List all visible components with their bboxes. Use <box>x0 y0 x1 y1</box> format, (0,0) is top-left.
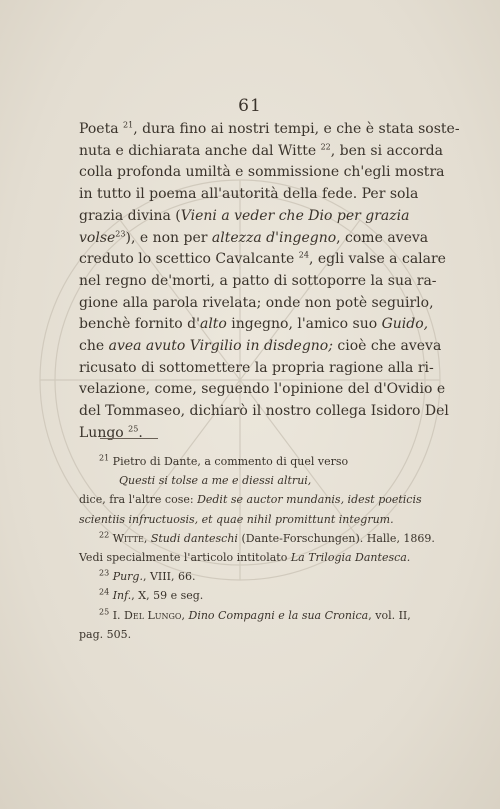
footnote-23: $^{23}$ Purg., VIII, 66. <box>99 568 196 584</box>
footnote-21-line: scientiis infructuosis, et quae nihil promittunt integrum. <box>79 512 394 526</box>
footnote-22: $^{22}$ Witte, Studi danteschi (Dante-Forschungen). Halle, 1869. <box>99 530 435 545</box>
footnote-21-quote: Questi si tolse a me e diessi altrui, <box>119 474 312 488</box>
text-line: nel regno de'morti, a patto di sottoporre la sua ra- <box>79 272 437 289</box>
page-number: 61 <box>238 96 262 116</box>
footnotes <box>79 452 435 644</box>
text-line: benchè fornito d'alto ingegno, l'amico suo Guido, <box>79 316 429 333</box>
footnote-22-line: Vedi specialmente l'articolo intitolato La Trilogia Dantesca. <box>79 551 411 565</box>
text-line: gione alla parola rivelata; onde non potè seguirlo, <box>79 294 434 311</box>
footnote-21-line: dice, fra l'altre cose: Dedit se auctor mundanis, idest poeticis <box>79 493 422 507</box>
footnote-21: $^{21}$ Pietro di Dante, a commento di quel verso <box>99 453 349 468</box>
text-line: nuta e dichiarata anche dal Witte $^{22}$, ben si accorda <box>79 142 443 159</box>
text-line: Poeta $^{21}$, dura fino ai nostri tempi, e che è stata soste- <box>79 120 460 137</box>
text-line: in tutto il poema all'autorità della fede. Per sola <box>79 186 419 203</box>
footnote-ref: 24 <box>298 250 309 260</box>
footnote-ref: 25 <box>128 424 139 434</box>
text-line: colla profonda umiltà e sommissione ch'egli mostra <box>79 164 445 181</box>
main-paragraph <box>79 119 460 445</box>
footnote-ref: 22 <box>320 142 331 152</box>
text-line: volse$^{23}$), e non per altezza d'ingegno, come aveva <box>79 228 429 246</box>
text-line: Lungo $^{25}$. <box>79 424 143 441</box>
footnote-25-line: pag. 505. <box>79 627 132 641</box>
text-line: creduto lo scettico Cavalcante $^{24}$, egli valse a calare <box>79 250 446 268</box>
footnote-ref: 21 <box>123 120 134 130</box>
text-line: che avea avuto Virgilio in disdegno; cioè che aveva <box>79 338 442 355</box>
footnote-24: $^{24}$ Inf., X, 59 e seg. <box>99 587 204 603</box>
footnote-25: $^{25}$ I. Del Lungo, Dino Compagni e la sua Cronica, vol. II, <box>99 606 411 622</box>
text-line: del Tommaseo, dichiarò il nostro collega Isidoro Del <box>79 403 449 420</box>
text-line: ricusato di sottomettere la propria ragione alla ri- <box>79 359 434 376</box>
footnote-ref: 23 <box>115 228 126 238</box>
footnote-separator <box>100 438 158 439</box>
text-line: grazia divina (Vieni a veder che Dio per grazia <box>79 207 410 224</box>
text-line: velazione, come, seguendo l'opinione del d'Ovidio e <box>79 381 446 398</box>
